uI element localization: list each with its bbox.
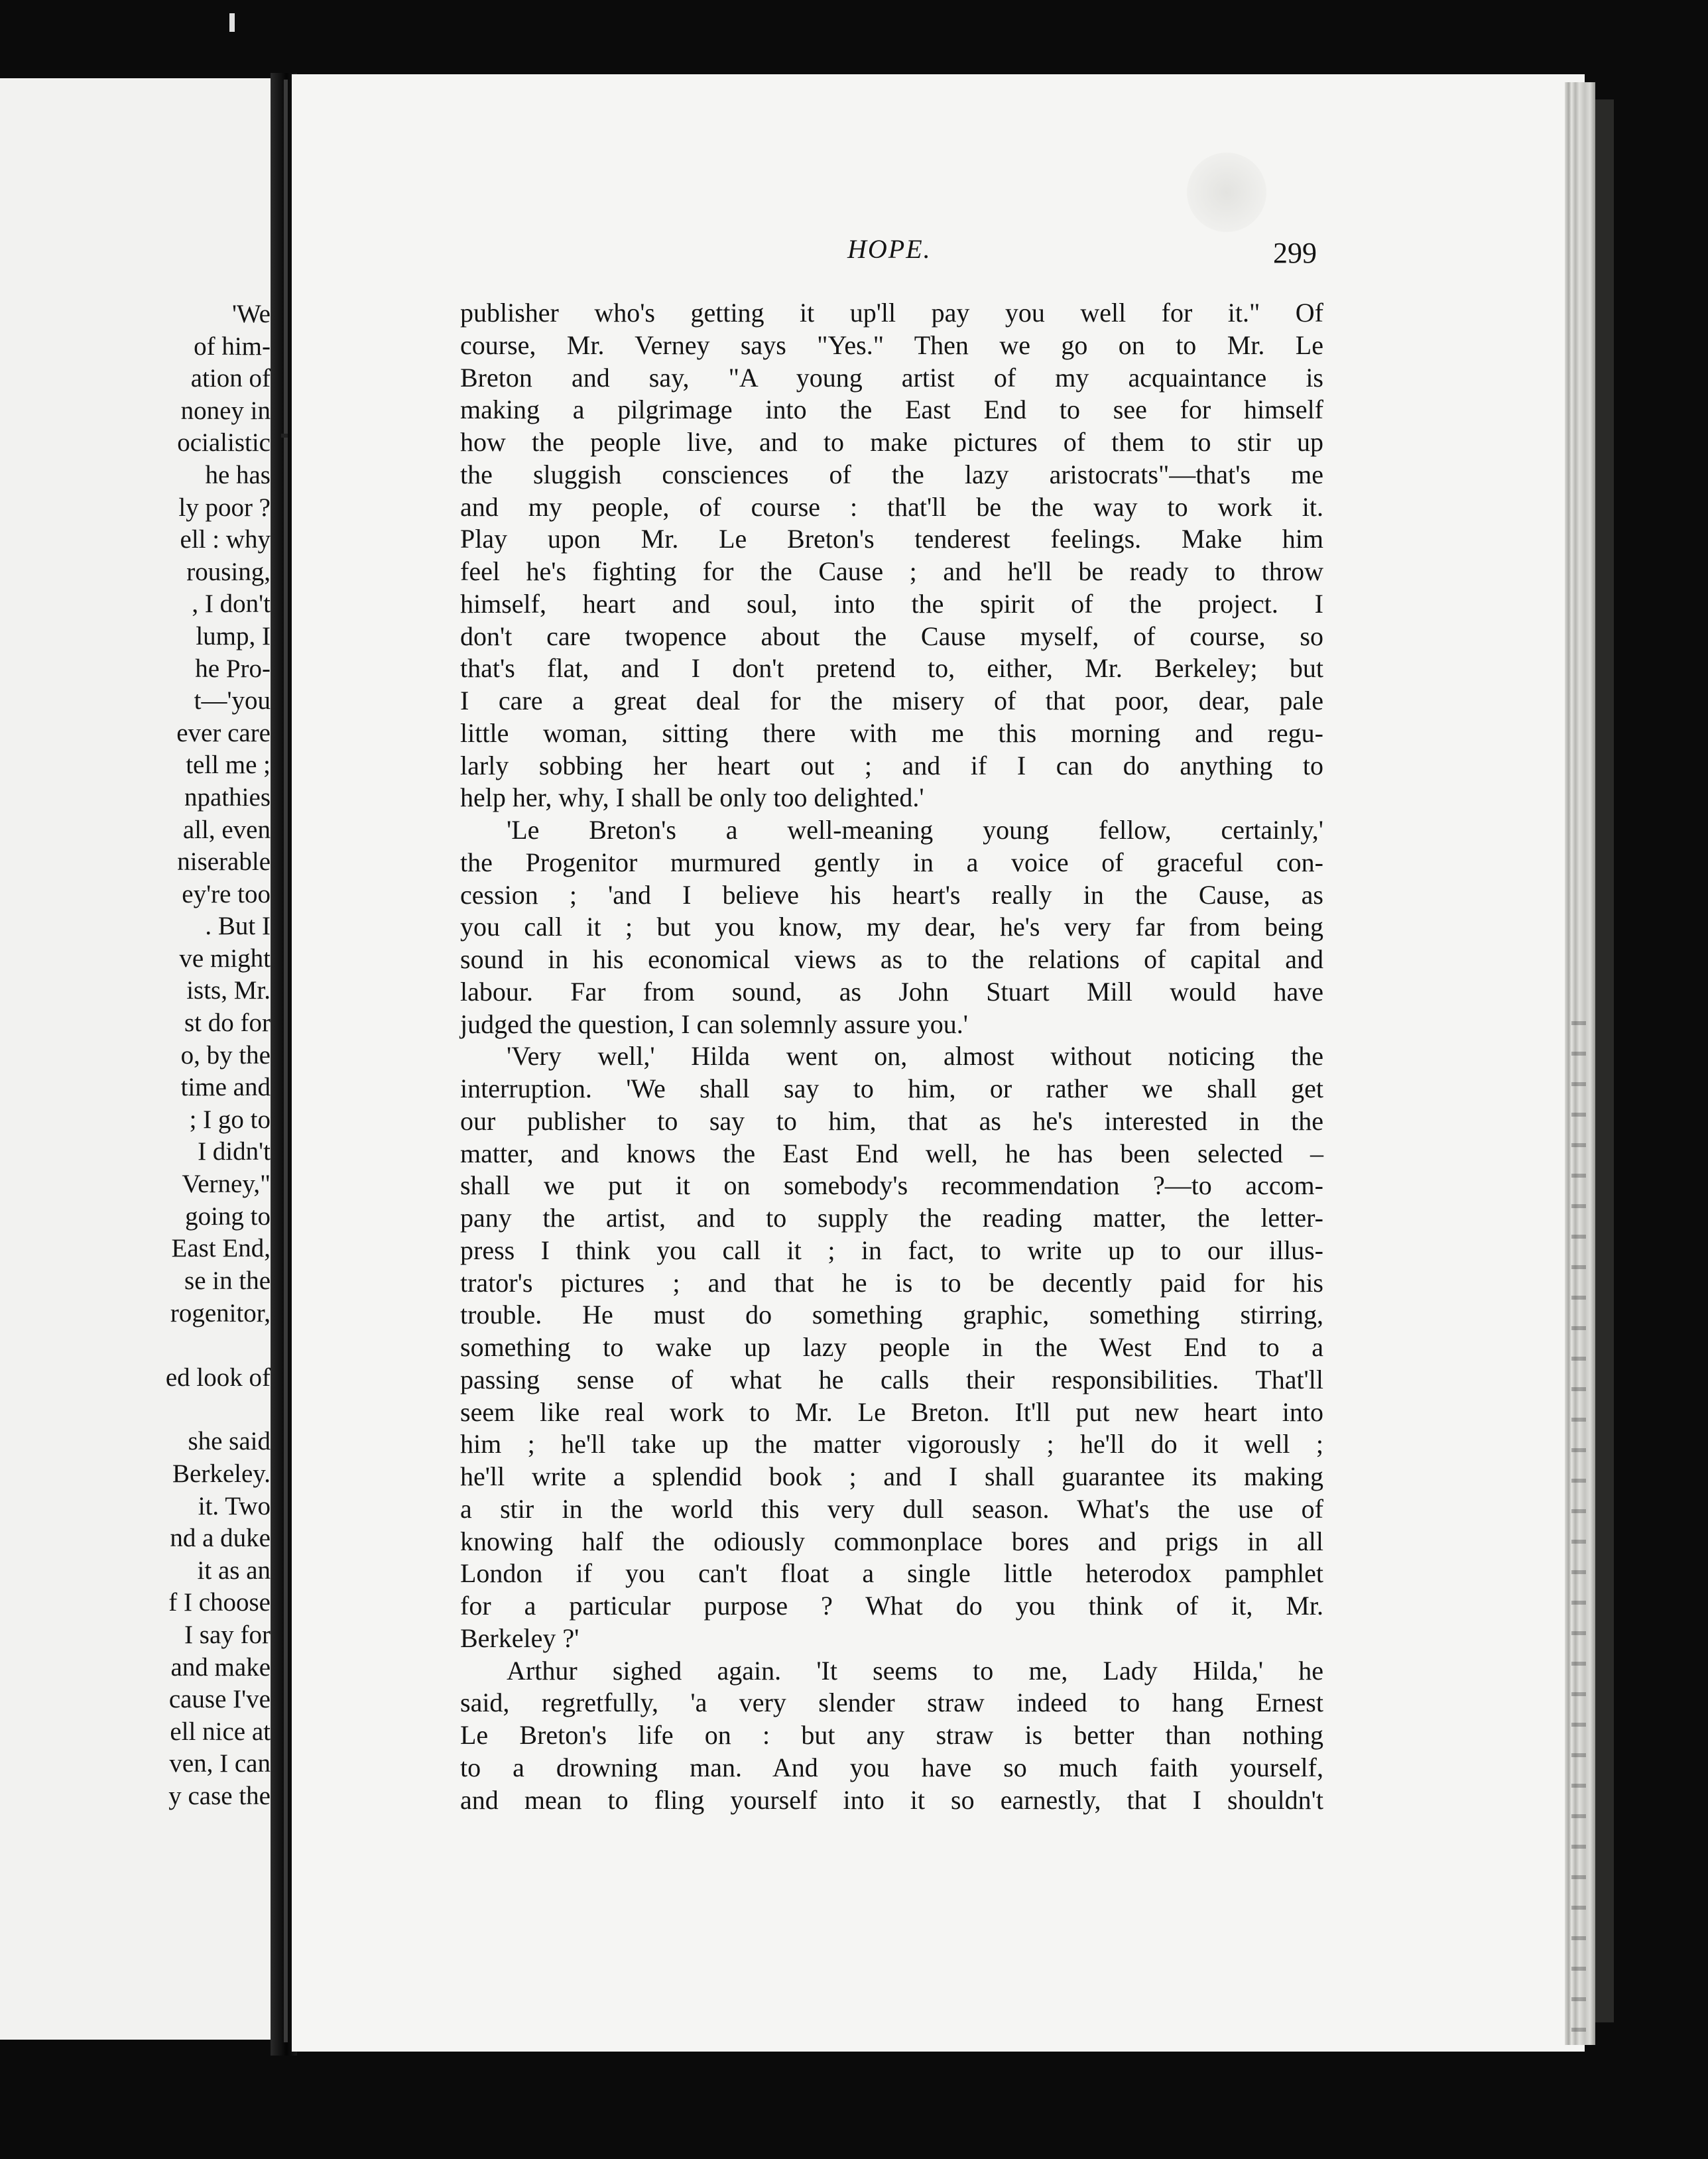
text-line: trouble. He must do something graphic, something stirring, [460,1300,1323,1330]
left-text-line: ey're too [182,879,271,908]
left-text-line: y case the [168,1781,271,1810]
text-line: help her, why, I shall be only too delighted.' [460,782,924,813]
left-text-line: o, by the [180,1040,271,1070]
text-line: making a pilgrimage into the East End to see for himself [460,395,1323,425]
left-text-line: East End, [171,1234,271,1263]
text-line: don't care twopence about the Cause myself, of course, so [460,621,1323,651]
text-line: interruption. 'We shall say to him, or rather we shall get [460,1074,1323,1103]
body-text [460,297,1323,1816]
text-line: 'Le Breton's a well-meaning young fellow, certainly,' [507,815,1323,845]
text-line: himself, heart and soul, into the spirit of the project. I [460,588,1323,619]
left-text-line: npathies [184,782,271,812]
left-text-line: going to [185,1202,271,1231]
text-line: how the people live, and to make pictures of them to stir up [460,427,1323,457]
left-text-line: Berkeley. [172,1459,271,1488]
left-text-line: it as an [197,1556,271,1585]
scan-artifact [229,13,235,32]
left-text-line: ell : why [180,525,271,554]
left-text-line: ell nice at [170,1717,271,1746]
gutter-fold [284,80,288,2042]
paper-stain [1187,153,1266,232]
running-head: HOPE. [847,234,932,264]
left-text-line: ve might [179,944,271,973]
text-line: Breton and say, "A young artist of my acquaintance is [460,362,1323,393]
left-text-line: tell me ; [186,751,271,780]
text-line: a stir in the world this very dull season. What's the use of [460,1493,1323,1524]
left-text-line: cause I've [168,1685,271,1714]
page-number: 299 [1273,237,1317,269]
text-line: feel he's fighting for the Cause ; and he'll be ready to throw [460,556,1323,586]
left-text-line: nd a duke [170,1524,271,1553]
text-line: to a drowning man. And you have so much faith yourself, [460,1752,1323,1782]
left-facing-page [0,78,271,2040]
left-text-line: he has [205,460,271,489]
left-text-line: time and [180,1073,271,1102]
text-line: seem like real work to Mr. Le Breton. It'll put new heart into [460,1396,1323,1427]
left-text-line: rogenitor, [170,1299,271,1328]
left-text-line: . But I [205,912,271,941]
text-line: that's flat, and I don't pretend to, either, Mr. Berkeley; but [460,653,1323,684]
left-text-line: she said [188,1427,271,1456]
text-line: publisher who's getting it up'll pay you well for it." Of [460,298,1323,328]
text-line: judged the question, I can solemnly assure you.' [460,1009,968,1039]
text-line: trator's pictures ; and that he is to be decently paid for his [460,1267,1323,1298]
text-line: him ; he'll take up the matter vigorously ; he'll do it well ; [460,1429,1323,1459]
text-line: I care a great deal for the misery of that poor, dear, pale [460,686,1323,715]
left-text-line: se in the [184,1266,271,1295]
left-text-line: , I don't [192,589,271,619]
left-text-line: t—'you [194,686,271,715]
left-text-line: he Pro- [195,654,271,683]
text-line: knowing half the odiously commonplace bores and prigs in all [460,1526,1323,1556]
left-text-line: 'We [231,300,271,328]
text-line: he'll write a splendid book ; and I shall guarantee its making [460,1461,1323,1491]
left-page-text [166,298,271,1813]
text-line: press I think you call it ; in fact, to write up to our illus- [460,1235,1323,1265]
text-line: Le Breton's life on : but any straw is better than nothing [460,1720,1323,1750]
text-line: London if you can't float a single little heterodox pamphlet [460,1558,1323,1589]
left-text-line: of him- [194,332,271,361]
left-text-line: st do for [184,1009,271,1038]
text-line: the Progenitor murmured gently in a voice of graceful con- [460,847,1323,877]
left-text-line: f I choose [168,1588,271,1617]
text-line: cession ; 'and I believe his heart's really in the Cause, as [460,879,1323,910]
margin-mark [281,434,288,438]
left-text-line: it. Two [198,1491,271,1520]
text-line: labour. Far from sound, as John Stuart Mill would have [460,976,1323,1007]
left-text-line: rousing, [186,557,271,586]
left-text-line: ever care [176,718,271,747]
left-text-line: ation of [190,364,271,393]
left-text-line: ; I go to [189,1105,271,1134]
text-line: matter, and knows the East End well, he has been selected – [460,1138,1323,1168]
text-line: Play upon Mr. Le Breton's tenderest feelings. Make him [460,524,1323,554]
left-text-line: niserable [177,847,271,877]
text-line: sound in his economical views as to the relations of capital and [460,944,1323,974]
left-text-line: ed look of [165,1363,271,1392]
text-line: the sluggish consciences of the lazy aristocrats"—that's me [460,459,1323,489]
left-text-line: and make [170,1652,271,1682]
text-line: 'Very well,' Hilda went on, almost without noticing the [507,1041,1323,1072]
text-line: course, Mr. Verney says "Yes." Then we go on to Mr. Le [460,330,1323,360]
cover-edge [1595,99,1614,2022]
text-line: passing sense of what he calls their responsibilities. That'll [460,1364,1323,1394]
text-line: our publisher to say to him, that as he's interested in the [460,1105,1323,1136]
edge-foxing [1571,995,1586,2056]
left-text-line: ven, I can [169,1749,271,1778]
text-line: pany the artist, and to supply the reading matter, the letter- [460,1203,1323,1233]
text-line: Berkeley ?' [460,1623,580,1653]
left-text-line: ocialistic [177,428,271,458]
left-text-line: I say for [184,1620,271,1649]
text-line: larly sobbing her heart out ; and if I can do anything to [460,750,1323,780]
left-text-line: all, even [182,815,271,844]
left-text-line: noney in [180,396,271,425]
text-line: you call it ; but you know, my dear, he's very far from being [460,912,1323,942]
text-line: and mean to fling yourself into it so earnestly, that I shouldn't [460,1784,1323,1815]
left-text-line: I didn't [198,1137,271,1166]
text-line: little woman, sitting there with me this morning and regu- [460,717,1323,748]
text-line: something to wake up lazy people in the West End to a [460,1332,1323,1362]
left-text-line: lump, I [196,621,271,650]
text-line: for a particular purpose ? What do you think of it, Mr. [460,1591,1323,1621]
text-line: and my people, of course : that'll be the way to work it. [460,491,1323,522]
text-line: said, regretfully, 'a very slender straw indeed to hang Ernest [460,1688,1323,1718]
left-text-line: Verney," [182,1170,271,1199]
left-text-line: ists, Mr. [186,976,271,1005]
left-text-line: ly poor ? [178,493,271,522]
text-line: Arthur sighed again. 'It seems to me, Lady Hilda,' he [507,1655,1323,1686]
text-line: shall we put it on somebody's recommendation ?—to accom- [460,1170,1323,1201]
